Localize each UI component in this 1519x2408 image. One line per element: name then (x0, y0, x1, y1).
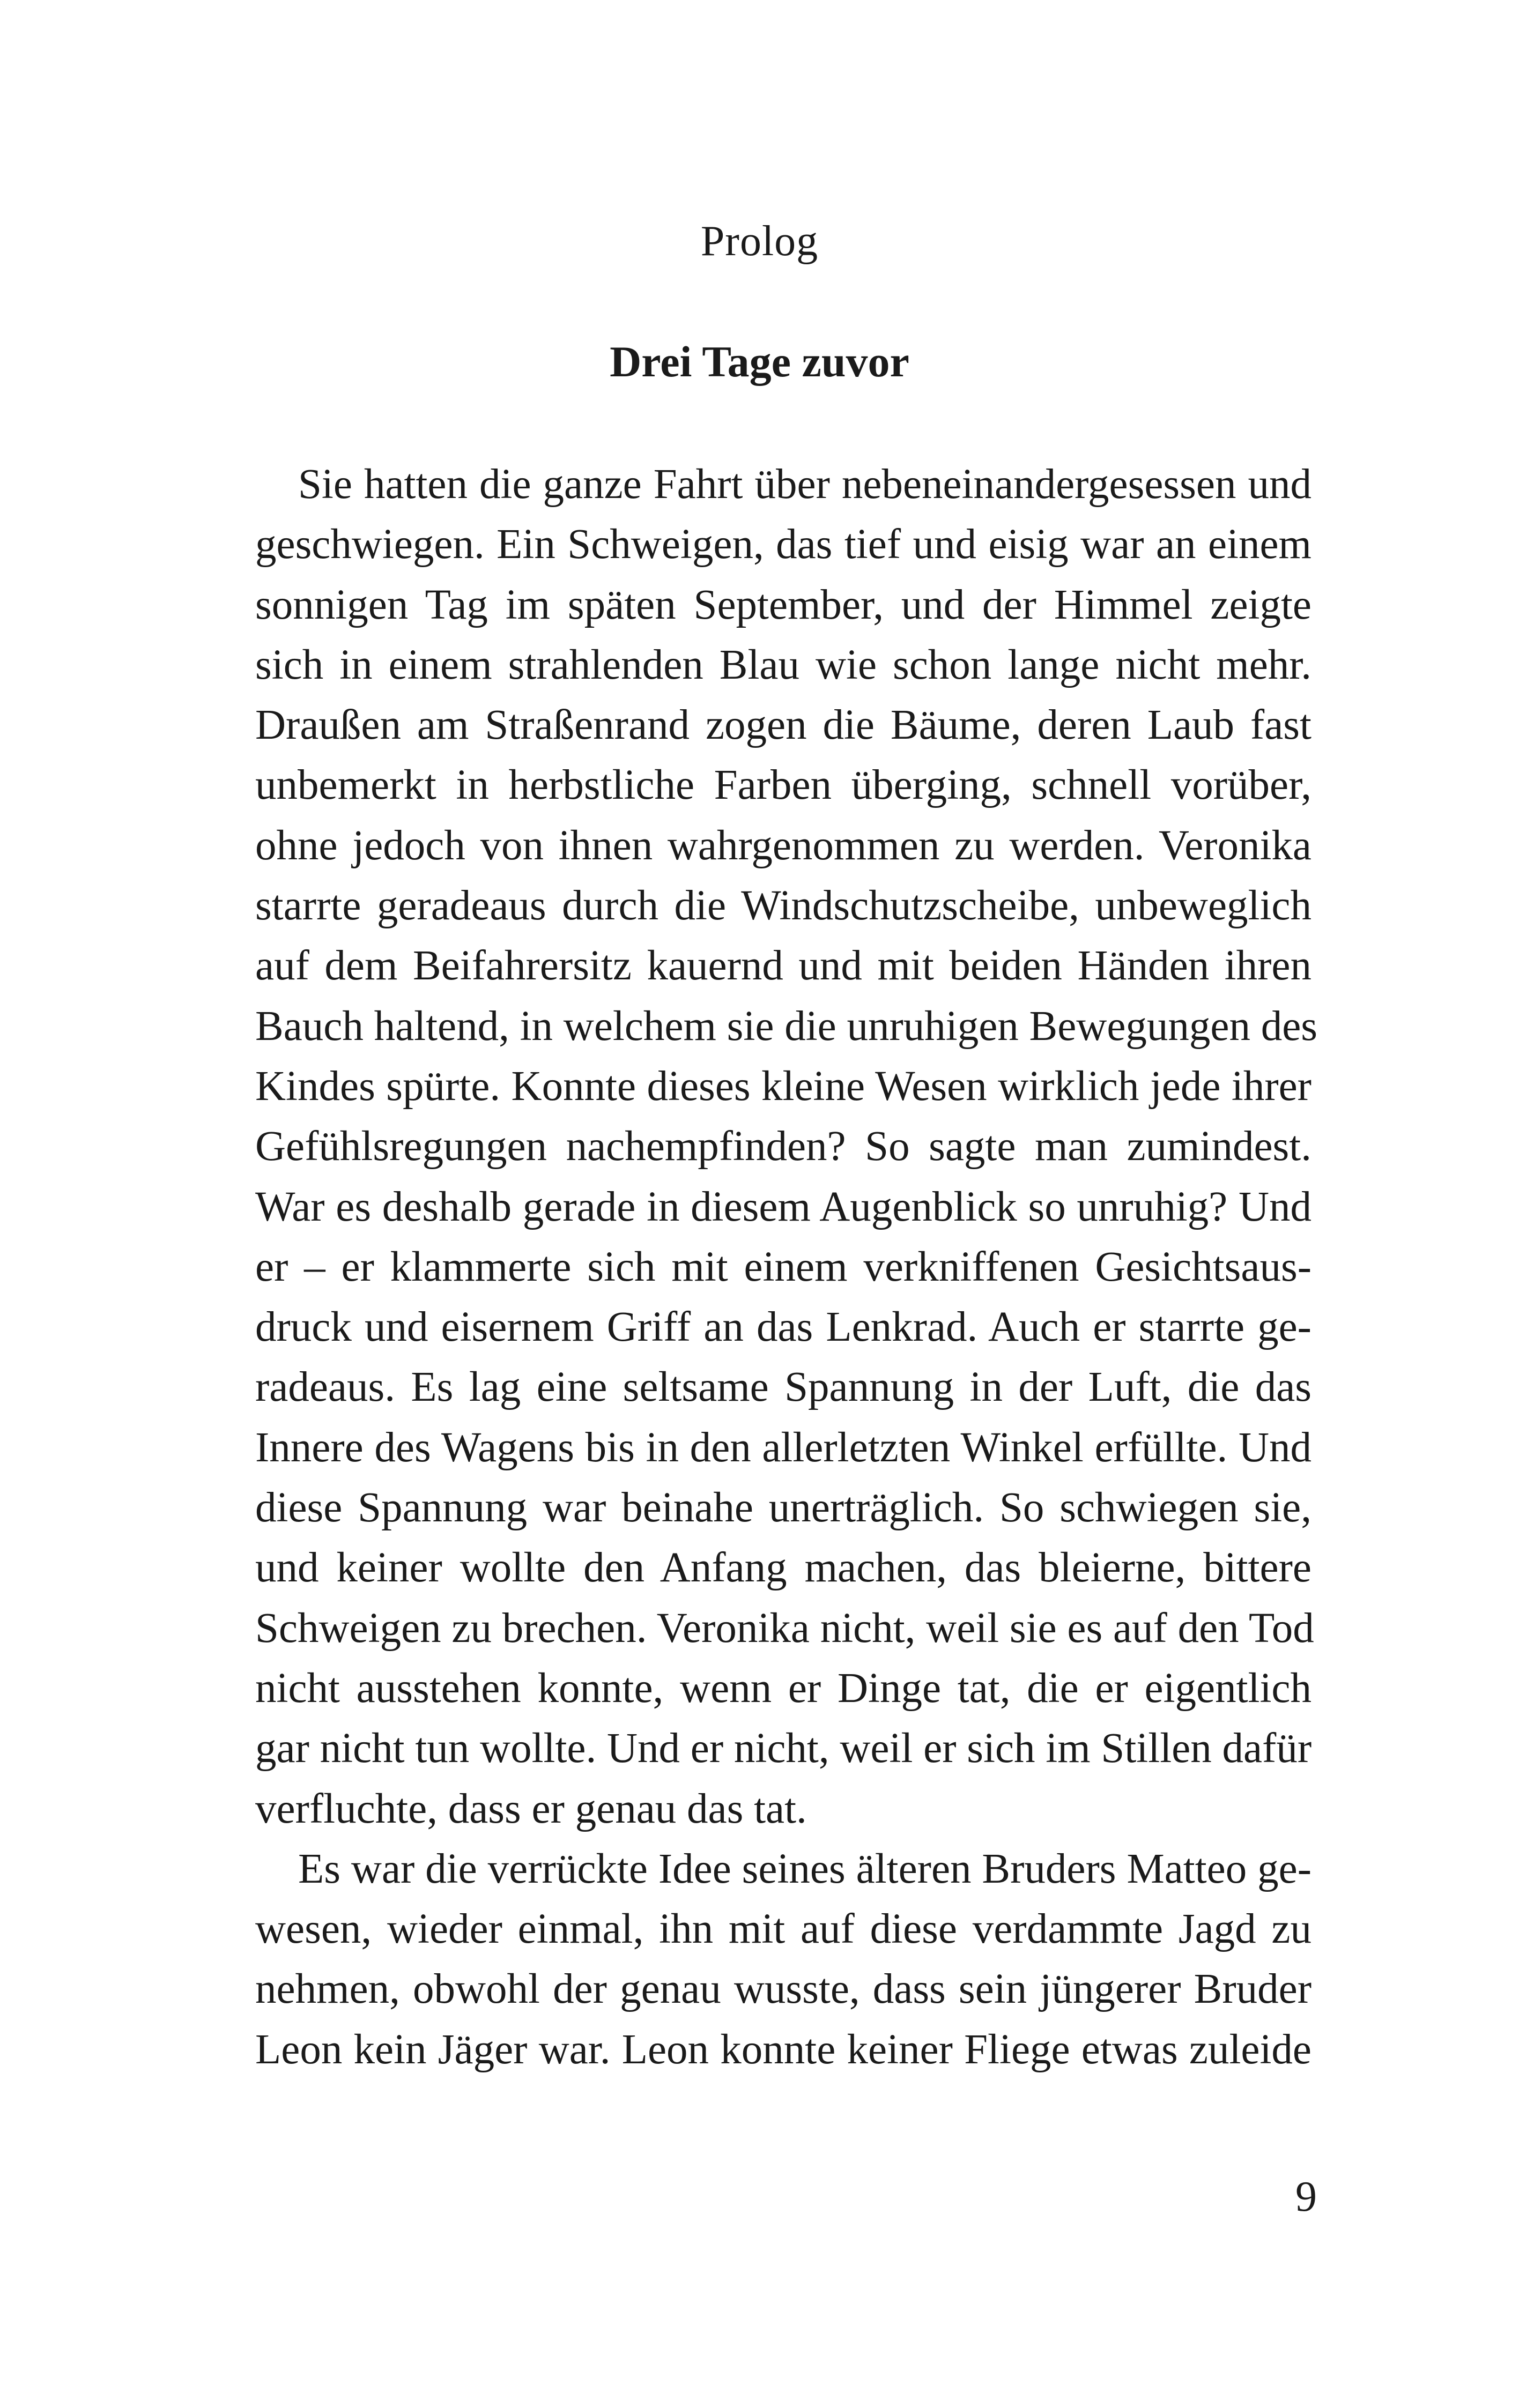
text-line: Es war die verrückte Idee seines älteren Bruders Matteo ge- (298, 1845, 1311, 1892)
paragraph-2 (255, 1839, 1311, 2080)
text-line: verfluchte, dass er genau das tat. (255, 1785, 807, 1832)
paragraph-1 (255, 455, 1318, 1839)
text-line: Bauch haltend, in welchem sie die unruhigen Bewegungen des (255, 1002, 1318, 1050)
text-line: nehmen, obwohl der genau wusste, dass sein jüngerer Bruder (255, 1966, 1311, 2013)
text-line: sonnigen Tag im späten September, und der Himmel zeigte (255, 581, 1311, 628)
text-line: Gefühlsregungen nachempfinden? So sagte man zumindest. (255, 1123, 1311, 1170)
text-line: und keiner wollte den Anfang machen, das bleierne, bittere (255, 1544, 1311, 1592)
text-line: gar nicht tun wollte. Und er nicht, weil er sich im Stillen dafür (255, 1725, 1312, 1772)
text-line: Sie hatten die ganze Fahrt über nebeneinandergesessen und (298, 461, 1311, 508)
text-line: ohne jedoch von ihnen wahrgenommen zu werden. Veronika (255, 822, 1311, 869)
page-number: 9 (1295, 2173, 1317, 2220)
text-line: radeaus. Es lag eine seltsame Spannung in der Luft, die das (255, 1364, 1311, 1411)
body-text (255, 455, 1318, 2080)
text-line: unbemerkt in herbstliche Farben überging, schnell vorüber, (255, 762, 1311, 809)
section-title: Drei Tage zuvor (610, 337, 909, 386)
text-line: druck und eisernem Griff an das Lenkrad. Auch er starrte ge- (255, 1304, 1311, 1351)
text-line: er – er klammerte sich mit einem verkniffenen Gesichtsaus- (255, 1243, 1311, 1290)
chapter-label: Prolog (700, 218, 819, 265)
text-line: War es deshalb gerade in diesem Augenblick so unruhig? Und (255, 1183, 1311, 1230)
text-line: nicht ausstehen konnte, wenn er Dinge tat, die er eigentlich (255, 1664, 1311, 1712)
text-line: starrte geradeaus durch die Windschutzscheibe, unbeweglich (255, 882, 1311, 930)
text-line: Leon kein Jäger war. Leon konnte keiner Fliege etwas zuleide (255, 2026, 1311, 2073)
text-line: Innere des Wagens bis in den allerletzten Winkel erfüllte. Und (255, 1424, 1311, 1471)
text-line: Kindes spürte. Konnte dieses kleine Wesen wirklich jede ihrer (255, 1062, 1311, 1110)
text-line: Schweigen zu brechen. Veronika nicht, weil sie es auf den Tod (255, 1604, 1314, 1652)
text-line: geschwiegen. Ein Schweigen, das tief und eisig war an einem (255, 521, 1311, 568)
text-line: sich in einem strahlenden Blau wie schon lange nicht mehr. (255, 641, 1311, 688)
text-line: auf dem Beifahrersitz kauernd und mit beiden Händen ihren (255, 942, 1311, 990)
text-line: diese Spannung war beinahe unerträglich. So schwiegen sie, (255, 1484, 1311, 1532)
text-line: Draußen am Straßenrand zogen die Bäume, deren Laub fast (255, 702, 1311, 749)
text-line: wesen, wieder einmal, ihn mit auf diese verdammte Jagd zu (255, 1906, 1311, 1953)
